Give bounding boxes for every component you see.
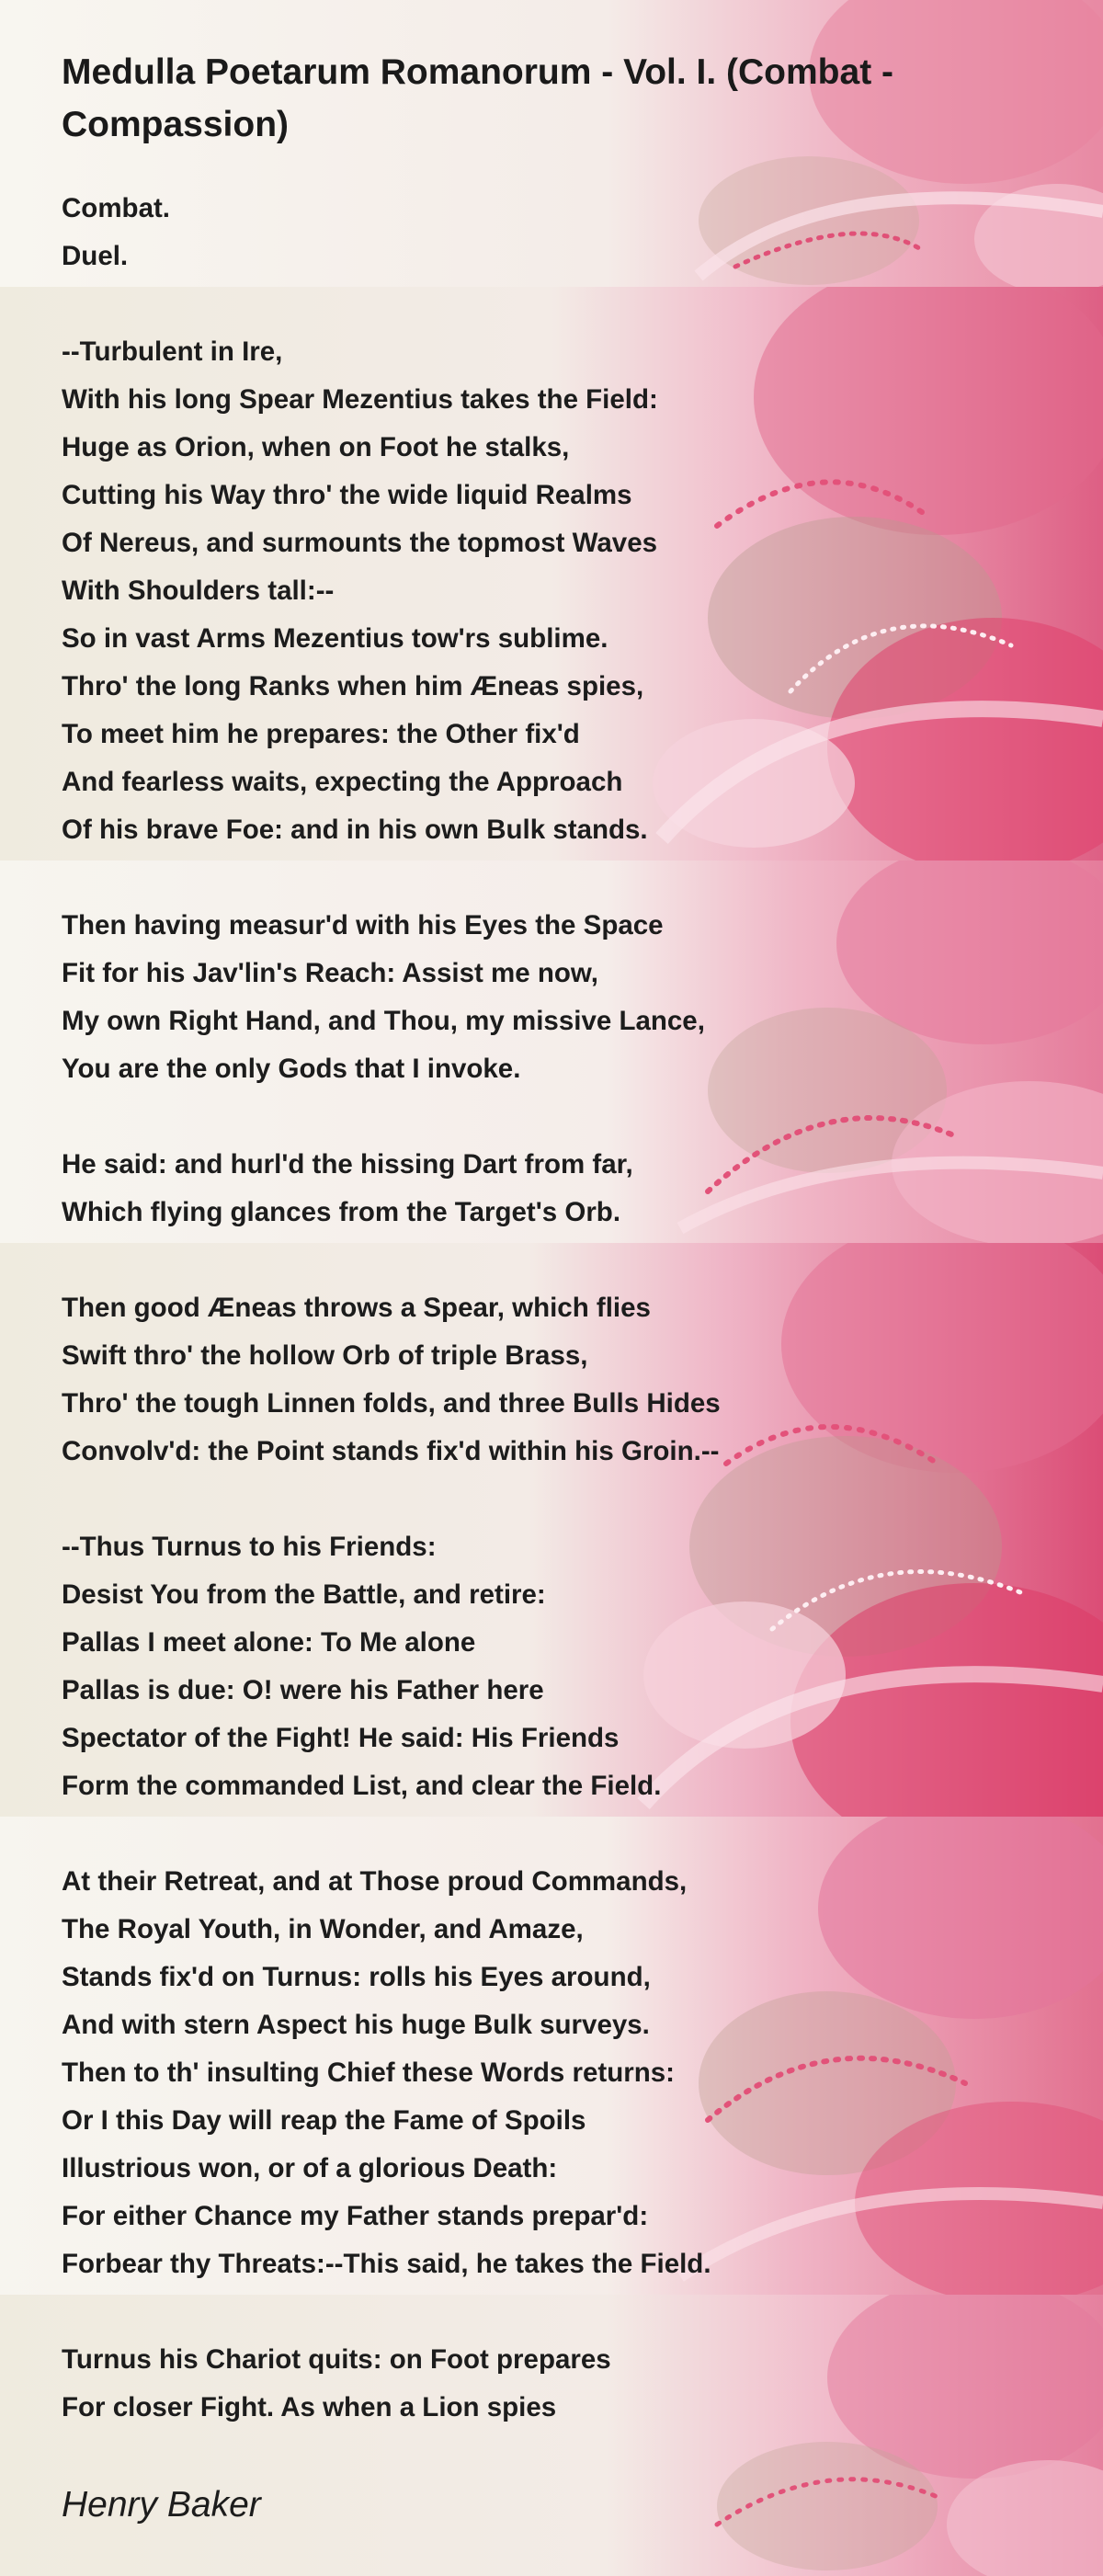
poem-line: Combat. (62, 193, 170, 223)
poem-line: Of his brave Foe: and in his own Bulk stands. (62, 815, 648, 845)
poem-line: With Shoulders tall:-- (62, 576, 335, 606)
poem-line: Swift thro' the hollow Orb of triple Brass, (62, 1340, 588, 1371)
poem-line: Cutting his Way thro' the wide liquid Realms (62, 480, 632, 510)
poem-line: Spectator of the Fight! He said: His Friends (62, 1723, 620, 1753)
poem-line: Or I this Day will reap the Fame of Spoils (62, 2105, 586, 2136)
poem-line: Then to th' insulting Chief these Words returns: (62, 2057, 675, 2088)
poem-line: Then having measur'd with his Eyes the Space (62, 910, 664, 940)
poem-line: Of Nereus, and surmounts the topmost Waves (62, 528, 658, 558)
poem-line: For closer Fight. As when a Lion spies (62, 2392, 557, 2422)
poem-line: For either Chance my Father stands prepar'd: (62, 2201, 649, 2231)
poem-line: With his long Spear Mezentius takes the Field: (62, 384, 658, 415)
poem-line: Fit for his Jav'lin's Reach: Assist me now, (62, 958, 598, 988)
poem-line: And fearless waits, expecting the Approach (62, 767, 623, 797)
poem-line: Desist You from the Battle, and retire: (62, 1579, 546, 1610)
poem-line: At their Retreat, and at Those proud Commands, (62, 1866, 688, 1897)
poem-line: Pallas is due: O! were his Father here (62, 1675, 544, 1705)
poem-line: So in vast Arms Mezentius tow'rs sublime. (62, 623, 608, 654)
poem-line: My own Right Hand, and Thou, my missive Lance, (62, 1006, 705, 1036)
poem-line: You are the only Gods that I invoke. (62, 1054, 521, 1084)
poem-line: Which flying glances from the Target's Orb. (62, 1197, 621, 1227)
poem-line: Form the commanded List, and clear the Field. (62, 1771, 662, 1801)
poem-line: Then good Æneas throws a Spear, which flies (62, 1293, 651, 1323)
poem-line: Thro' the long Ranks when him Æneas spies, (62, 671, 644, 701)
poem-line: And with stern Aspect his huge Bulk surveys. (62, 2010, 650, 2040)
poem-line: Stands fix'd on Turnus: rolls his Eyes around, (62, 1962, 651, 1992)
poem-line: Huge as Orion, when on Foot he stalks, (62, 432, 570, 462)
poem-line: Illustrious won, or of a glorious Death: (62, 2153, 558, 2183)
poem-line: Pallas I meet alone: To Me alone (62, 1627, 476, 1658)
poem-line: Thro' the tough Linnen folds, and three Bulls Hides (62, 1388, 721, 1419)
poem-author: Henry Baker (62, 2485, 261, 2525)
poem-line: Duel. (62, 241, 129, 271)
poem-line: To meet him he prepares: the Other fix'd (62, 719, 580, 749)
poem-line: Forbear thy Threats:--This said, he takes the Field. (62, 2249, 711, 2279)
poem-line: Convolv'd: the Point stands fix'd within his Groin.-- (62, 1436, 720, 1466)
poem-title: Medulla Poetarum Romanorum - Vol. I. (Combat - Compassion) (62, 52, 893, 144)
poem-line: Turnus his Chariot quits: on Foot prepares (62, 2344, 611, 2375)
poem-line: --Turbulent in Ire, (62, 336, 283, 367)
poem-line: He said: and hurl'd the hissing Dart from far, (62, 1149, 633, 1180)
poem-line: --Thus Turnus to his Friends: (62, 1532, 437, 1562)
poem-line: The Royal Youth, in Wonder, and Amaze, (62, 1914, 584, 1944)
